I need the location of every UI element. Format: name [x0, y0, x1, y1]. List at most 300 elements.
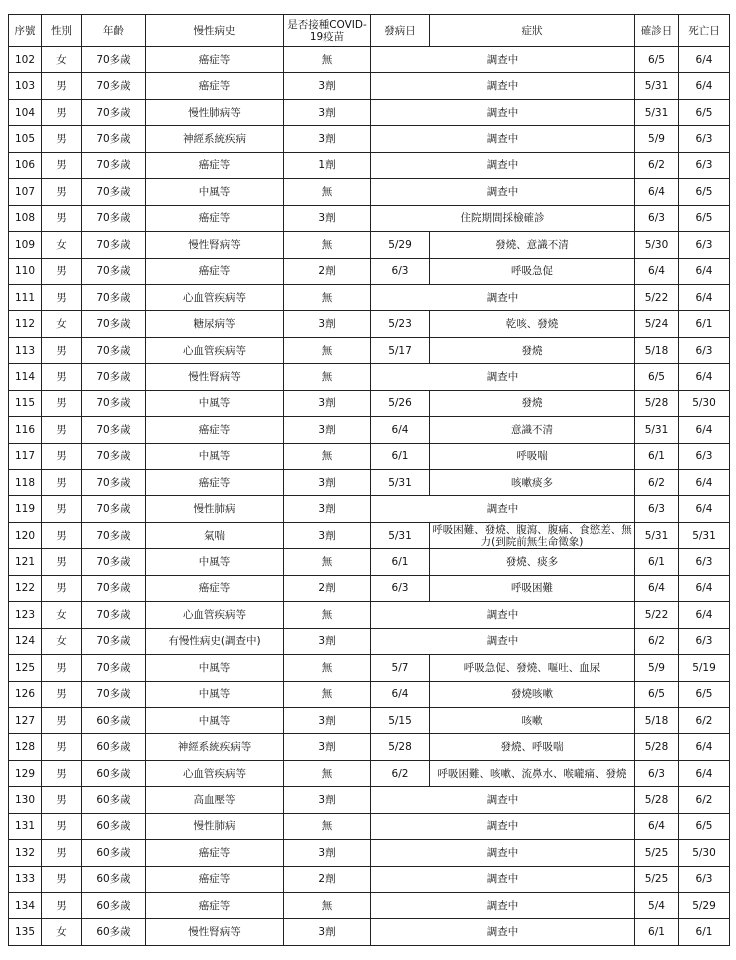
cell-confirm: 6/2	[635, 628, 679, 654]
table-row	[9, 602, 730, 628]
cell-confirm: 6/4	[635, 179, 679, 205]
cell-vaccine: 無	[284, 602, 371, 628]
table-row	[9, 205, 730, 231]
cell-death: 6/4	[679, 575, 730, 601]
cell-sex: 男	[42, 787, 82, 813]
cell-confirm: 6/3	[635, 760, 679, 786]
cell-death: 6/4	[679, 470, 730, 496]
cell-sex: 女	[42, 232, 82, 258]
cell-sex: 男	[42, 496, 82, 522]
cell-symptom: 調查中	[371, 813, 635, 839]
cell-onset: 5/31	[371, 470, 430, 496]
header-row	[9, 15, 730, 47]
cell-no: 108	[9, 205, 42, 231]
cell-onset: 5/7	[371, 655, 430, 681]
cell-confirm: 6/4	[635, 813, 679, 839]
cell-no: 112	[9, 311, 42, 337]
cell-symptom: 調查中	[371, 364, 635, 390]
cell-sex: 男	[42, 205, 82, 231]
cell-symptom: 呼吸急促	[430, 258, 635, 284]
cell-confirm: 5/18	[635, 707, 679, 733]
cell-symptom: 調查中	[371, 787, 635, 813]
cell-death: 6/2	[679, 707, 730, 733]
cell-age: 70多歲	[82, 311, 146, 337]
cell-no: 134	[9, 893, 42, 919]
table-row	[9, 232, 730, 258]
cell-sex: 男	[42, 417, 82, 443]
cell-onset: 5/31	[371, 522, 430, 548]
cell-no: 130	[9, 787, 42, 813]
cell-vaccine: 3劑	[284, 73, 371, 99]
cell-sex: 男	[42, 73, 82, 99]
cell-age: 60多歲	[82, 866, 146, 892]
cell-death: 6/3	[679, 866, 730, 892]
cell-confirm: 5/22	[635, 602, 679, 628]
cell-sex: 男	[42, 258, 82, 284]
cell-history: 中風等	[146, 443, 284, 469]
cell-no: 131	[9, 813, 42, 839]
cell-no: 116	[9, 417, 42, 443]
table-row	[9, 417, 730, 443]
table-row	[9, 443, 730, 469]
header-vaccine: 是否接種COVID-19疫苗	[284, 15, 371, 47]
cell-no: 111	[9, 284, 42, 310]
cell-sex: 男	[42, 734, 82, 760]
table-row	[9, 284, 730, 310]
cell-death: 5/29	[679, 893, 730, 919]
cell-age: 60多歲	[82, 919, 146, 945]
cell-history: 中風等	[146, 179, 284, 205]
table-row	[9, 760, 730, 786]
cell-age: 60多歲	[82, 760, 146, 786]
cell-age: 70多歲	[82, 443, 146, 469]
cell-vaccine: 無	[284, 179, 371, 205]
cell-age: 70多歲	[82, 337, 146, 363]
cell-vaccine: 3劑	[284, 496, 371, 522]
table-row	[9, 179, 730, 205]
header-death: 死亡日	[679, 15, 730, 47]
cell-history: 癌症等	[146, 893, 284, 919]
header-onset: 發病日	[371, 15, 430, 47]
cell-vaccine: 3劑	[284, 787, 371, 813]
cell-death: 6/3	[679, 337, 730, 363]
cell-no: 127	[9, 707, 42, 733]
cell-confirm: 6/2	[635, 470, 679, 496]
cell-death: 6/3	[679, 126, 730, 152]
cell-symptom: 調查中	[371, 152, 635, 178]
table-row	[9, 919, 730, 945]
table-row	[9, 628, 730, 654]
cell-vaccine: 無	[284, 364, 371, 390]
cell-confirm: 5/31	[635, 522, 679, 548]
table-row	[9, 840, 730, 866]
cell-sex: 男	[42, 126, 82, 152]
cell-death: 6/1	[679, 311, 730, 337]
cell-symptom: 發燒	[430, 337, 635, 363]
cell-history: 糖尿病等	[146, 311, 284, 337]
cell-history: 心血管疾病等	[146, 602, 284, 628]
cell-age: 70多歲	[82, 681, 146, 707]
cell-vaccine: 3劑	[284, 707, 371, 733]
cell-symptom: 調查中	[371, 99, 635, 125]
cell-onset: 5/29	[371, 232, 430, 258]
cell-history: 癌症等	[146, 840, 284, 866]
cell-symptom: 乾咳、發燒	[430, 311, 635, 337]
cell-sex: 男	[42, 655, 82, 681]
cell-confirm: 6/4	[635, 258, 679, 284]
cell-death: 6/3	[679, 152, 730, 178]
header-age: 年齡	[82, 15, 146, 47]
cell-history: 癌症等	[146, 417, 284, 443]
cell-history: 癌症等	[146, 575, 284, 601]
cell-sex: 男	[42, 866, 82, 892]
header-symptom: 症狀	[430, 15, 635, 47]
cell-onset: 6/2	[371, 760, 430, 786]
table-row	[9, 787, 730, 813]
cell-symptom: 調查中	[371, 73, 635, 99]
cell-no: 128	[9, 734, 42, 760]
cell-history: 中風等	[146, 655, 284, 681]
cell-confirm: 6/1	[635, 549, 679, 575]
header-no: 序號	[9, 15, 42, 47]
cell-age: 60多歲	[82, 734, 146, 760]
cell-no: 123	[9, 602, 42, 628]
cell-vaccine: 3劑	[284, 840, 371, 866]
header-sex: 性別	[42, 15, 82, 47]
cell-history: 心血管疾病等	[146, 760, 284, 786]
cell-history: 高血壓等	[146, 787, 284, 813]
cell-onset: 5/23	[371, 311, 430, 337]
cell-no: 115	[9, 390, 42, 416]
cell-symptom: 調查中	[371, 47, 635, 73]
cell-confirm: 5/18	[635, 337, 679, 363]
cell-age: 70多歲	[82, 179, 146, 205]
cell-sex: 男	[42, 575, 82, 601]
cell-age: 60多歲	[82, 893, 146, 919]
cell-age: 70多歲	[82, 496, 146, 522]
cell-onset: 6/4	[371, 417, 430, 443]
cell-vaccine: 3劑	[284, 99, 371, 125]
cell-age: 70多歲	[82, 575, 146, 601]
cell-death: 6/4	[679, 417, 730, 443]
cell-vaccine: 2劑	[284, 575, 371, 601]
cell-vaccine: 無	[284, 655, 371, 681]
cell-symptom: 發燒、呼吸喘	[430, 734, 635, 760]
table-row	[9, 681, 730, 707]
cell-no: 124	[9, 628, 42, 654]
cell-sex: 男	[42, 152, 82, 178]
cell-vaccine: 3劑	[284, 311, 371, 337]
cell-symptom: 發燒、痰多	[430, 549, 635, 575]
cell-onset: 5/17	[371, 337, 430, 363]
table-row	[9, 707, 730, 733]
cell-onset: 6/1	[371, 549, 430, 575]
cell-sex: 男	[42, 522, 82, 548]
cell-death: 6/3	[679, 232, 730, 258]
cell-age: 70多歲	[82, 602, 146, 628]
table-row	[9, 311, 730, 337]
cell-symptom: 調查中	[371, 126, 635, 152]
table-row	[9, 364, 730, 390]
cell-sex: 男	[42, 337, 82, 363]
cell-no: 114	[9, 364, 42, 390]
header-history: 慢性病史	[146, 15, 284, 47]
cell-age: 60多歲	[82, 787, 146, 813]
cell-no: 118	[9, 470, 42, 496]
cell-history: 慢性肺病	[146, 496, 284, 522]
table-row	[9, 496, 730, 522]
cell-age: 70多歲	[82, 152, 146, 178]
table-row	[9, 337, 730, 363]
cell-no: 117	[9, 443, 42, 469]
cell-death: 6/4	[679, 602, 730, 628]
table-row	[9, 734, 730, 760]
cell-history: 中風等	[146, 390, 284, 416]
cell-confirm: 6/5	[635, 47, 679, 73]
cell-no: 105	[9, 126, 42, 152]
cell-sex: 男	[42, 893, 82, 919]
cell-history: 癌症等	[146, 470, 284, 496]
cell-death: 5/31	[679, 522, 730, 548]
cell-vaccine: 3劑	[284, 205, 371, 231]
cell-history: 氣喘	[146, 522, 284, 548]
table-row	[9, 549, 730, 575]
cell-sex: 女	[42, 919, 82, 945]
cell-death: 6/4	[679, 73, 730, 99]
cell-history: 癌症等	[146, 73, 284, 99]
cell-sex: 男	[42, 760, 82, 786]
table-row	[9, 73, 730, 99]
cell-vaccine: 無	[284, 232, 371, 258]
cell-symptom: 呼吸困難、發燒、腹瀉、腹痛、食慾差、無力(到院前無生命徵象)	[430, 522, 635, 548]
cell-vaccine: 2劑	[284, 258, 371, 284]
cell-history: 癌症等	[146, 258, 284, 284]
cell-confirm: 5/25	[635, 840, 679, 866]
cell-sex: 男	[42, 813, 82, 839]
cell-death: 5/30	[679, 840, 730, 866]
cell-age: 70多歲	[82, 655, 146, 681]
cell-no: 125	[9, 655, 42, 681]
cell-history: 慢性腎病等	[146, 919, 284, 945]
cell-symptom: 呼吸喘	[430, 443, 635, 469]
cell-death: 6/4	[679, 47, 730, 73]
cell-vaccine: 無	[284, 681, 371, 707]
cell-confirm: 6/5	[635, 681, 679, 707]
cell-vaccine: 3劑	[284, 390, 371, 416]
cell-death: 6/5	[679, 681, 730, 707]
cell-confirm: 6/1	[635, 919, 679, 945]
cell-age: 70多歲	[82, 284, 146, 310]
cell-history: 癌症等	[146, 205, 284, 231]
cell-no: 135	[9, 919, 42, 945]
cell-symptom: 呼吸困難	[430, 575, 635, 601]
cell-history: 癌症等	[146, 866, 284, 892]
table-row	[9, 813, 730, 839]
cell-history: 慢性腎病等	[146, 232, 284, 258]
cell-sex: 男	[42, 364, 82, 390]
cell-history: 神經系統疾病	[146, 126, 284, 152]
table-row	[9, 655, 730, 681]
cell-history: 慢性肺病等	[146, 99, 284, 125]
cell-history: 癌症等	[146, 47, 284, 73]
cell-no: 110	[9, 258, 42, 284]
cell-sex: 男	[42, 179, 82, 205]
cell-symptom: 呼吸困難、咳嗽、流鼻水、喉嚨痛、發燒	[430, 760, 635, 786]
cell-onset: 6/3	[371, 575, 430, 601]
cell-confirm: 5/31	[635, 99, 679, 125]
cell-sex: 男	[42, 284, 82, 310]
cell-death: 6/4	[679, 284, 730, 310]
cell-sex: 男	[42, 443, 82, 469]
cell-sex: 男	[42, 390, 82, 416]
cell-symptom: 調查中	[371, 496, 635, 522]
cell-sex: 男	[42, 99, 82, 125]
table-row	[9, 47, 730, 73]
cell-symptom: 呼吸急促、發燒、嘔吐、血尿	[430, 655, 635, 681]
cell-vaccine: 3劑	[284, 628, 371, 654]
cell-vaccine: 無	[284, 284, 371, 310]
cell-confirm: 6/2	[635, 152, 679, 178]
cell-no: 120	[9, 522, 42, 548]
table-row	[9, 258, 730, 284]
cell-sex: 男	[42, 470, 82, 496]
cell-no: 104	[9, 99, 42, 125]
cell-vaccine: 無	[284, 47, 371, 73]
cell-vaccine: 無	[284, 443, 371, 469]
cell-age: 70多歲	[82, 258, 146, 284]
cell-confirm: 5/9	[635, 126, 679, 152]
cell-age: 70多歲	[82, 549, 146, 575]
cell-confirm: 5/9	[635, 655, 679, 681]
cell-no: 103	[9, 73, 42, 99]
cell-symptom: 調查中	[371, 919, 635, 945]
cell-age: 60多歲	[82, 707, 146, 733]
cell-sex: 男	[42, 840, 82, 866]
cell-symptom: 調查中	[371, 628, 635, 654]
cell-age: 70多歲	[82, 628, 146, 654]
cell-history: 有慢性病史(調查中)	[146, 628, 284, 654]
cell-no: 122	[9, 575, 42, 601]
cell-sex: 男	[42, 707, 82, 733]
cell-history: 中風等	[146, 549, 284, 575]
cell-symptom: 調查中	[371, 602, 635, 628]
cell-vaccine: 3劑	[284, 734, 371, 760]
cell-death: 6/5	[679, 179, 730, 205]
cell-history: 慢性腎病等	[146, 364, 284, 390]
cell-death: 6/4	[679, 496, 730, 522]
cell-confirm: 5/24	[635, 311, 679, 337]
cell-confirm: 6/3	[635, 496, 679, 522]
table-body	[9, 47, 730, 946]
cell-symptom: 發燒咳嗽	[430, 681, 635, 707]
cell-death: 6/5	[679, 813, 730, 839]
cell-symptom: 咳嗽	[430, 707, 635, 733]
cell-sex: 女	[42, 47, 82, 73]
cell-vaccine: 3劑	[284, 522, 371, 548]
table-row	[9, 866, 730, 892]
cell-symptom: 意識不清	[430, 417, 635, 443]
cell-no: 133	[9, 866, 42, 892]
cell-death: 6/1	[679, 919, 730, 945]
table-row	[9, 126, 730, 152]
cell-confirm: 6/3	[635, 205, 679, 231]
case-table-container	[8, 14, 730, 946]
cell-death: 6/4	[679, 760, 730, 786]
cell-age: 70多歲	[82, 73, 146, 99]
cell-symptom: 調查中	[371, 840, 635, 866]
cell-history: 心血管疾病等	[146, 284, 284, 310]
table-row	[9, 575, 730, 601]
table-row	[9, 152, 730, 178]
cell-symptom: 住院期間採檢確診	[371, 205, 635, 231]
cell-history: 癌症等	[146, 152, 284, 178]
cell-confirm: 5/31	[635, 73, 679, 99]
cell-sex: 女	[42, 602, 82, 628]
cell-no: 129	[9, 760, 42, 786]
cell-confirm: 6/1	[635, 443, 679, 469]
cell-death: 6/5	[679, 205, 730, 231]
cell-age: 70多歲	[82, 126, 146, 152]
cell-history: 心血管疾病等	[146, 337, 284, 363]
cell-age: 70多歲	[82, 470, 146, 496]
cell-no: 126	[9, 681, 42, 707]
cell-confirm: 5/25	[635, 866, 679, 892]
cell-age: 70多歲	[82, 390, 146, 416]
cell-death: 6/3	[679, 443, 730, 469]
cell-age: 70多歲	[82, 522, 146, 548]
cell-symptom: 發燒、意識不清	[430, 232, 635, 258]
cell-onset: 6/3	[371, 258, 430, 284]
cell-vaccine: 無	[284, 813, 371, 839]
cell-symptom: 調查中	[371, 284, 635, 310]
cell-death: 6/2	[679, 787, 730, 813]
cell-age: 70多歲	[82, 99, 146, 125]
cell-sex: 男	[42, 681, 82, 707]
cell-sex: 女	[42, 311, 82, 337]
cell-death: 6/5	[679, 99, 730, 125]
cell-confirm: 5/4	[635, 893, 679, 919]
table-row	[9, 99, 730, 125]
table-row	[9, 390, 730, 416]
cell-age: 70多歲	[82, 417, 146, 443]
cell-confirm: 5/28	[635, 390, 679, 416]
cell-death: 6/4	[679, 364, 730, 390]
cell-death: 6/3	[679, 549, 730, 575]
cell-vaccine: 3劑	[284, 470, 371, 496]
cell-onset: 5/15	[371, 707, 430, 733]
cell-no: 119	[9, 496, 42, 522]
cell-age: 70多歲	[82, 47, 146, 73]
cell-death: 6/3	[679, 628, 730, 654]
cell-age: 70多歲	[82, 205, 146, 231]
cell-confirm: 5/22	[635, 284, 679, 310]
cell-confirm: 6/4	[635, 575, 679, 601]
table-row	[9, 893, 730, 919]
cell-symptom: 調查中	[371, 866, 635, 892]
cell-onset: 6/1	[371, 443, 430, 469]
cell-onset: 5/28	[371, 734, 430, 760]
cell-no: 106	[9, 152, 42, 178]
table-row	[9, 522, 730, 548]
cell-confirm: 5/30	[635, 232, 679, 258]
cell-symptom: 發燒	[430, 390, 635, 416]
cell-history: 慢性肺病	[146, 813, 284, 839]
cell-age: 60多歲	[82, 813, 146, 839]
cell-no: 113	[9, 337, 42, 363]
cell-death: 6/4	[679, 258, 730, 284]
cell-confirm: 5/31	[635, 417, 679, 443]
cell-history: 神經系統疾病等	[146, 734, 284, 760]
